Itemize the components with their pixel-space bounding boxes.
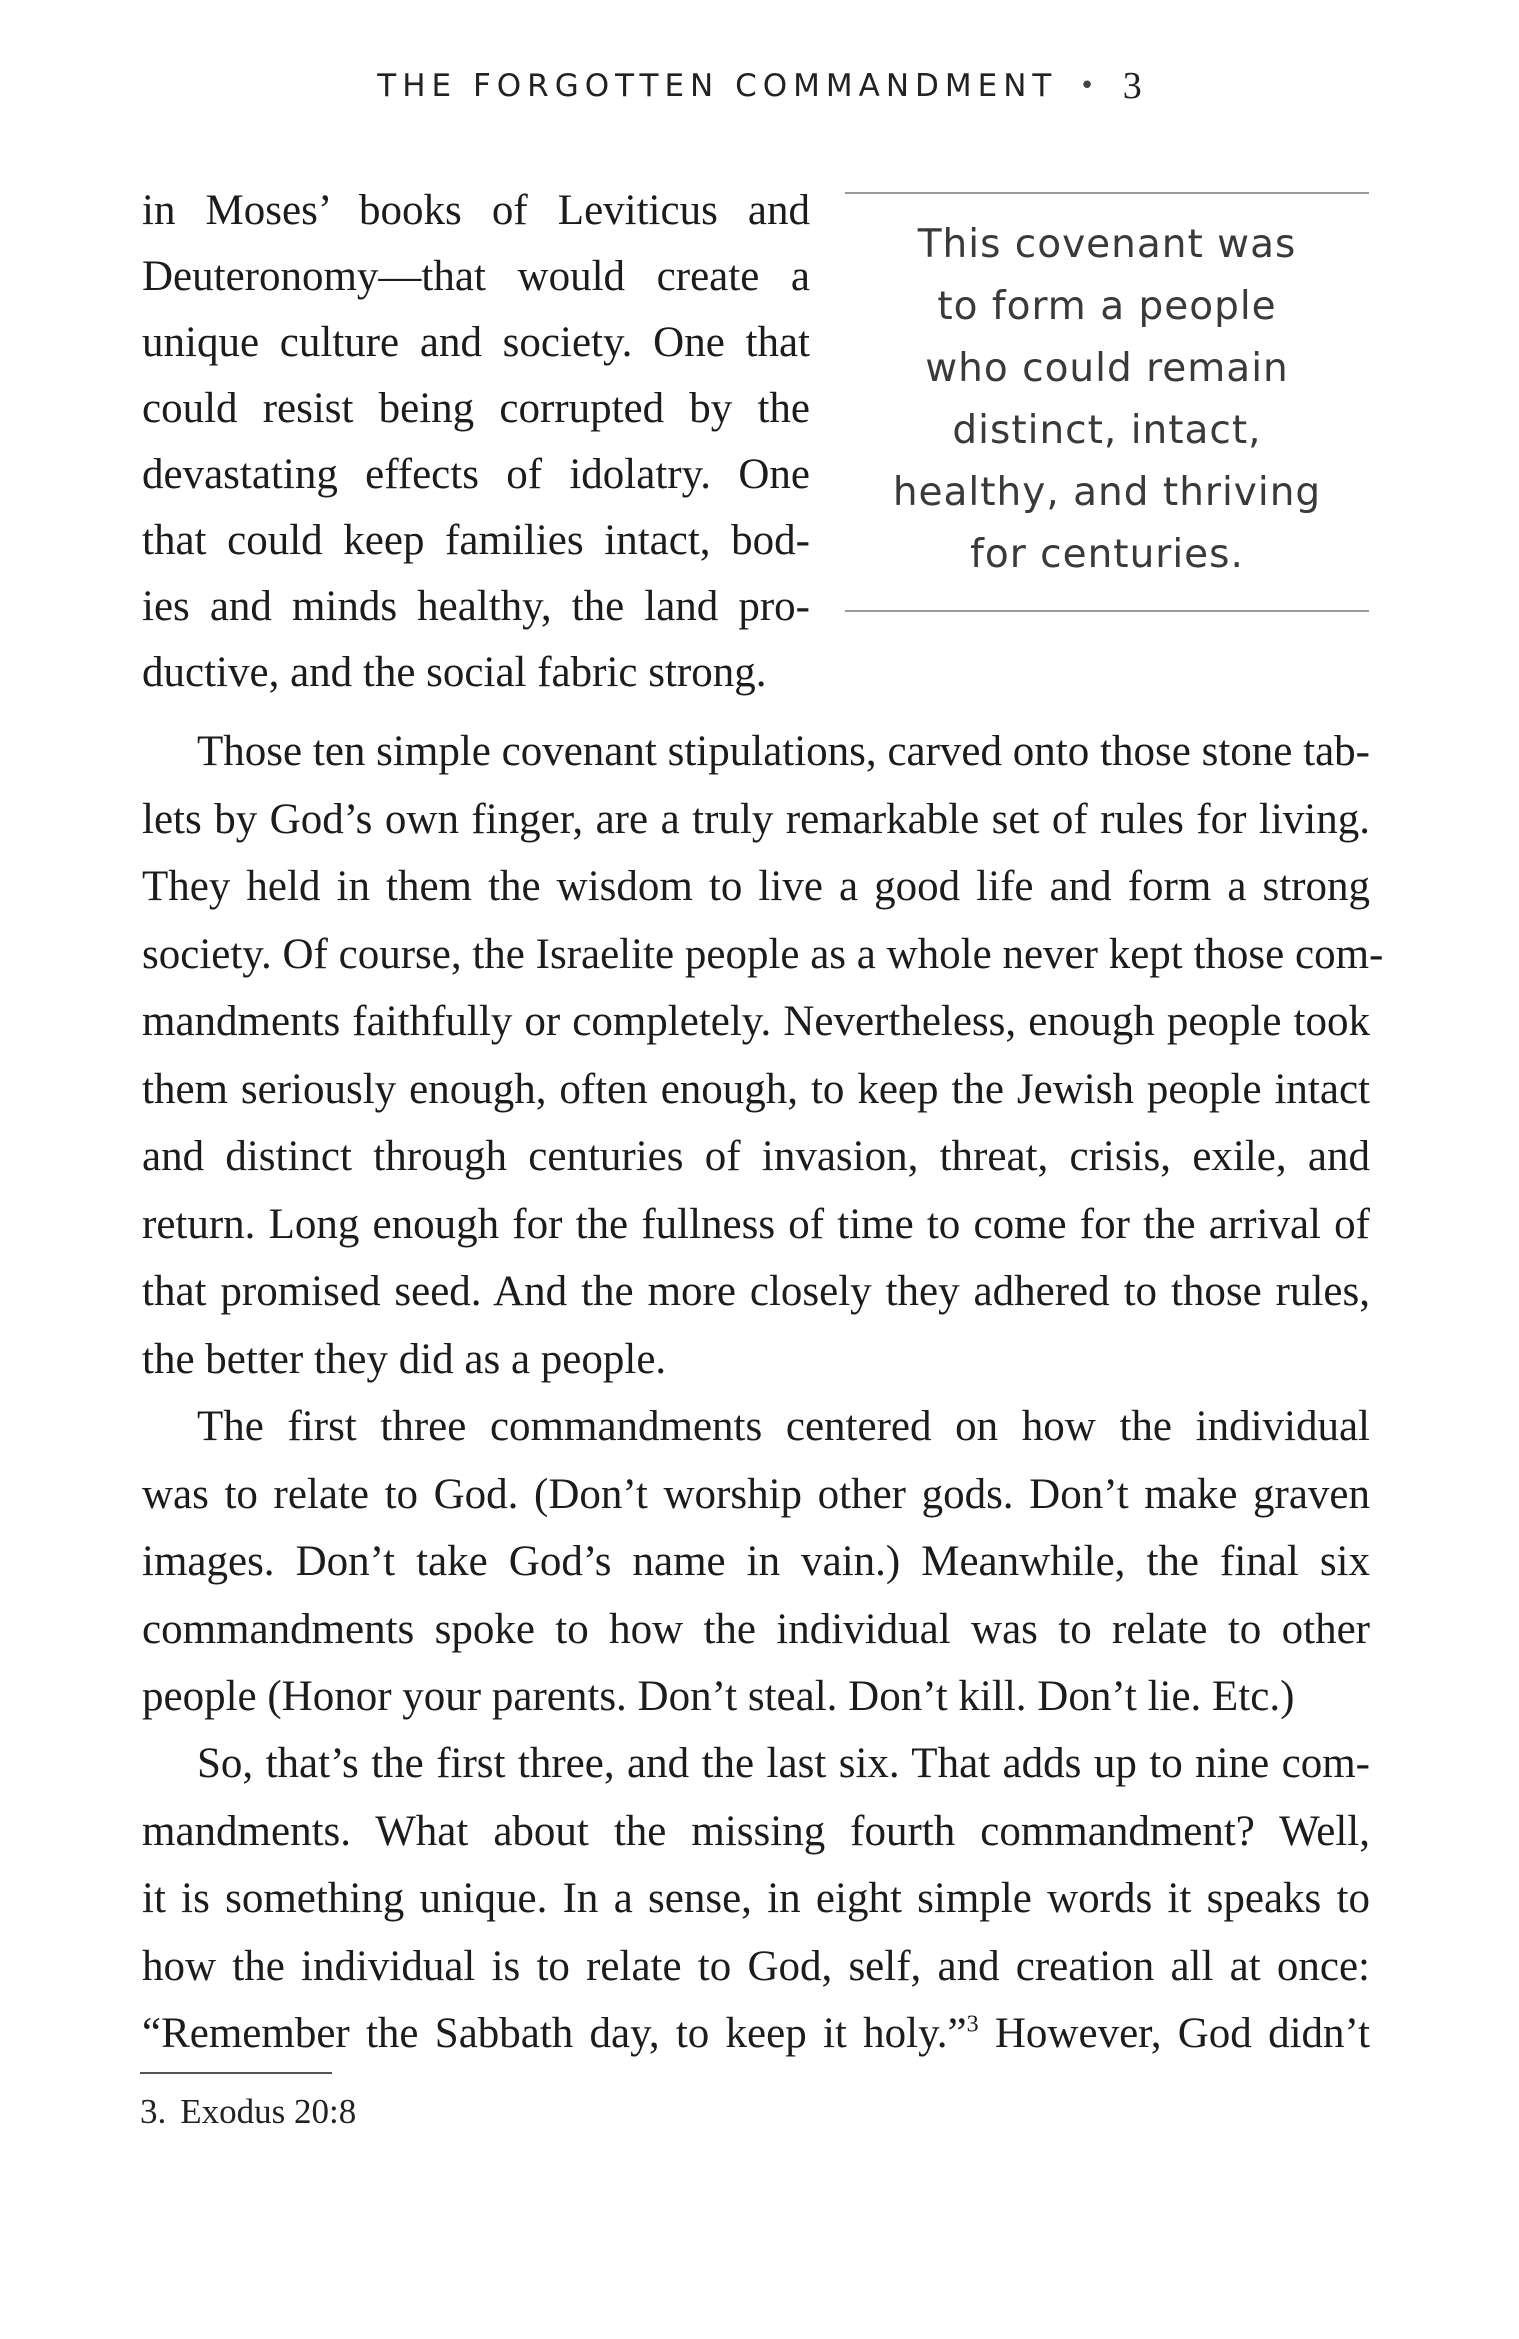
text-line: how the individual is to relate to God, self, and creation all at once: bbox=[142, 1942, 1370, 1990]
paragraph-2 bbox=[142, 718, 1384, 1393]
page-number: 3 bbox=[1122, 65, 1142, 107]
text-line: devastating effects of idolatry. One bbox=[142, 451, 810, 498]
running-title: THE FORGOTTEN COMMANDMENT bbox=[377, 68, 1058, 104]
pull-quote-text bbox=[845, 214, 1369, 586]
text-line: Those ten simple covenant stipulations, carved onto those stone tab- bbox=[197, 728, 1370, 775]
text-line: ductive, and the social fabric strong. bbox=[142, 649, 767, 696]
text-line bbox=[142, 2000, 1370, 2068]
text-line: in Moses’ books of Leviticus and bbox=[142, 187, 810, 234]
text-line: The first three commandments centered on how the individual bbox=[197, 1403, 1370, 1450]
text-line: images. Don’t take God’s name in vain.) Meanwhile, the final six bbox=[142, 1538, 1370, 1585]
footnote-reference: 3 bbox=[966, 2011, 979, 2038]
footnote-text: Exodus 20:8 bbox=[180, 2092, 357, 2131]
text-line: that promised seed. And the more closely they adhered to those rules, bbox=[142, 1268, 1370, 1315]
pull-quote bbox=[845, 192, 1369, 612]
text-line: commandments spoke to how the individual was to relate to other bbox=[142, 1605, 1370, 1653]
pull-quote-line: distinct, intact, bbox=[952, 408, 1262, 453]
text-line: that could keep families intact, bod- bbox=[142, 517, 810, 564]
text-line: was to relate to God. (Don’t worship other gods. Don’t make graven bbox=[142, 1470, 1370, 1518]
footnote-number: 3. bbox=[140, 2092, 167, 2131]
text-line: They held in them the wisdom to live a good life and form a strong bbox=[142, 863, 1370, 910]
text-line: lets by God’s own finger, are a truly remarkable set of rules for living. bbox=[142, 795, 1370, 843]
text-line: and distinct through centuries of invasion, threat, crisis, exile, and bbox=[142, 1133, 1370, 1180]
paragraph-1 bbox=[142, 178, 810, 706]
text-line: society. Of course, the Israelite people as a whole never kept those com- bbox=[142, 930, 1384, 978]
running-header bbox=[0, 64, 1519, 108]
footnote bbox=[140, 2092, 356, 2132]
text-line: ies and minds healthy, the land pro- bbox=[142, 583, 810, 630]
text-line: Deuteronomy—that would create a bbox=[142, 253, 810, 300]
quotation: “Remember the Sabbath day, to keep it holy.” bbox=[142, 2010, 967, 2057]
text-line: the better they did as a people. bbox=[142, 1335, 667, 1383]
text-line: unique culture and society. One that bbox=[142, 319, 810, 366]
text-line: could resist being corrupted by the bbox=[142, 385, 810, 432]
footnote-rule bbox=[140, 2072, 332, 2074]
pull-quote-line: for centuries. bbox=[970, 532, 1244, 577]
text-line: it is something unique. In a sense, in eight simple words it speaks to bbox=[142, 1875, 1370, 1922]
pull-quote-line: healthy, and thriving bbox=[892, 470, 1322, 515]
text-line: mandments. What about the missing fourth commandment? Well, bbox=[142, 1807, 1370, 1855]
text-line: return. Long enough for the fullness of time to come for the arrival of bbox=[142, 1200, 1370, 1248]
text-line: mandments faithfully or completely. Nevertheless, enough people took bbox=[142, 998, 1370, 1045]
text-line: So, that’s the first three, and the last six. That adds up to nine com- bbox=[197, 1740, 1370, 1787]
line-continuation: However, God didn’t bbox=[978, 2010, 1370, 2057]
header-separator: • bbox=[1079, 71, 1101, 101]
pull-quote-line: to form a people bbox=[937, 284, 1277, 329]
text-line: them seriously enough, often enough, to keep the Jewish people intact bbox=[142, 1065, 1370, 1113]
text-line: people (Honor your parents. Don’t steal. Don’t kill. Don’t lie. Etc.) bbox=[142, 1673, 1295, 1720]
paragraph-4 bbox=[142, 1730, 1370, 2068]
pull-quote-line: who could remain bbox=[925, 346, 1289, 391]
pull-quote-line: This covenant was bbox=[917, 222, 1297, 267]
paragraph-3 bbox=[142, 1393, 1370, 1731]
